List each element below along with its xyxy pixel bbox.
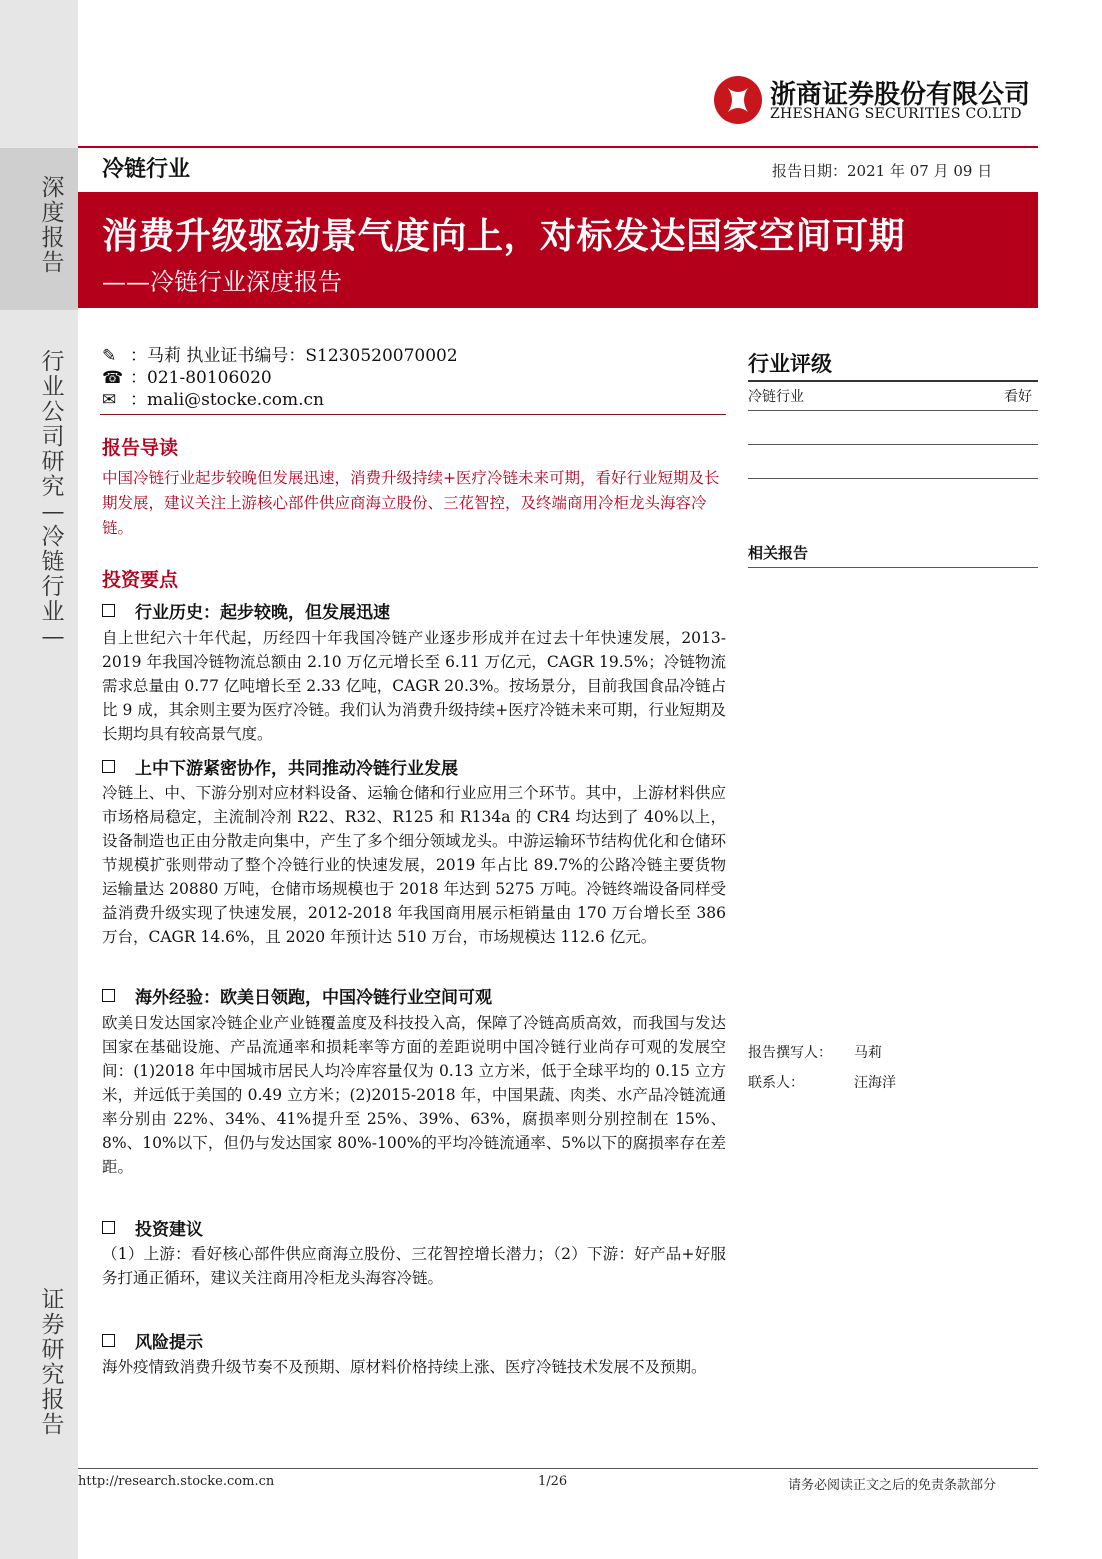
rating-divider — [748, 380, 1038, 382]
contact-name: 汪海洋 — [854, 1075, 896, 1091]
checkbox-square-icon — [102, 1221, 115, 1234]
section-4-title: 投资建议 — [102, 1215, 203, 1240]
rating-row-line — [748, 478, 1038, 479]
related-reports-heading: 相关报告 — [748, 544, 809, 562]
checkbox-square-icon — [102, 989, 115, 1002]
footer-disclaimer: 请务必阅读正文之后的免责条款部分 — [788, 1478, 997, 1493]
footer-url[interactable]: http://research.stocke.com.cn — [78, 1474, 275, 1489]
side-label-top: 深度报告 — [41, 175, 65, 276]
side-label-bottom: 证券研究报告 — [41, 1287, 65, 1438]
checkbox-square-icon — [102, 760, 115, 773]
analyst-email-row — [102, 385, 324, 410]
pen-icon: ✎ — [102, 346, 117, 366]
section-1-title: 行业历史：起步较晚，但发展迅速 — [102, 598, 390, 623]
section-3-text: 欧美日发达国家冷链企业产业链覆盖度及科技投入高，保障了冷链高质高效，而我国与发达国家在基础设施、产品流通率和损耗率等方面的差距说明中国冷链行业尚存可观的发展空间：(1)2018 年中国城市居民人均冷库容量仅为 0.13 立方米，低于全球平均的 0.15 立方米，并远低于美国的 0.49 立方米；(2)2015-2018 年，中国果蔬、肉类、水产品冷链流通率分别由 22%、34%、41%提升至 25%、39%、63%，腐损率则分别控制在 15%、8%、10%以下，但仍与发达国家 80%-100%的平均冷链流通率、5%以下的腐损率存在差距。 — [102, 1014, 726, 1176]
related-reports-divider — [748, 567, 1038, 568]
report-title: 消费升级驱动景气度向上，对标发达国家空间可期 — [102, 216, 906, 257]
industry-label: 冷链行业 — [102, 157, 191, 182]
rating-row-line — [748, 410, 1038, 411]
rating-industry: 冷链行业 — [748, 389, 804, 405]
phone-icon: ☎ — [102, 368, 124, 388]
header-divider — [78, 146, 1038, 148]
rating-heading: 行业评级 — [748, 352, 832, 376]
analyst-phone-text: ：021-80106020 — [130, 368, 272, 388]
analyst-email-text[interactable]: ：mali@stocke.com.cn — [130, 390, 324, 410]
section-2-text: 冷链上、中、下游分别对应材料设备、运输仓储和行业应用三个环节。其中，上游材料供应市场格局稳定，主流制冷剂 R22、R32、R125 和 R134a 的 CR4 均达到了 40%以上，设备制造也正由分散走向集中，产生了多个细分领域龙头。中游运输环节结构优化和仓储环节规模扩张则带动了整个冷链行业的快速发展，2019 年占比 89.7%的公路冷链主要货物运输量达 20880 万吨，仓储市场规模也于 2018 年达到 5275 万吨。冷链终端设备同样受益消费升级实现了快速发展，2012-2018 年我国商用展示柜销量由 170 万台增长至 386 万台，CAGR 14.6%，且 2020 年预计达 510 万台，市场规模达 112.6 亿元。 — [102, 784, 726, 946]
report-subtitle: ——冷链行业深度报告 — [102, 268, 342, 296]
analyst-name-text: ：马莉 执业证书编号：S1230520070002 — [130, 346, 458, 366]
checkbox-square-icon — [102, 1334, 115, 1347]
checkbox-square-icon — [102, 604, 115, 617]
writer-label: 报告撰写人： — [748, 1045, 832, 1061]
section-1-text: 自上世纪六十年代起，历经四十年我国冷链产业逐步形成并在过去十年快速发展，2013-2019 年我国冷链物流总额由 2.10 万亿元增长至 6.11 万亿元，CAGR 19.5%；冷链物流需求总量由 0.77 亿吨增长至 2.33 亿吨，CAGR 20.3%。按场景分，目前我国食品冷链占比 9 成，其余则主要为医疗冷链。我们认为消费升级持续+医疗冷链未来可期，行业短期及长期均具有较高景气度。 — [102, 629, 727, 743]
section-3-title: 海外经验：欧美日领跑，中国冷链行业空间可观 — [102, 983, 492, 1008]
section-4-text: （1）上游：看好核心部件供应商海立股份、三花智控增长潜力；（2）下游：好产品+好服务打通正循环，建议关注商用冷柜龙头海容冷链。 — [102, 1245, 726, 1287]
footer-divider — [78, 1468, 1038, 1469]
writer-name: 马莉 — [854, 1045, 882, 1061]
report-date: 报告日期：2021 年 07 月 09 日 — [772, 162, 993, 180]
company-name-cn: 浙商证券股份有限公司 — [770, 80, 1031, 110]
section-5-title: 风险提示 — [102, 1328, 203, 1353]
company-logo-icon — [714, 76, 762, 124]
rating-value: 看好 — [1004, 389, 1032, 405]
section-5-text: 海外疫情致消费升级节奏不及预期、原材料价格持续上涨、医疗冷链技术发展不及预期。 — [102, 1358, 707, 1376]
rating-row-line — [748, 444, 1038, 445]
mail-icon: ✉ — [102, 390, 117, 410]
intro-heading: 报告导读 — [102, 437, 179, 459]
section-2-title: 上中下游紧密协作，共同推动冷链行业发展 — [102, 754, 458, 779]
points-heading: 投资要点 — [102, 569, 179, 591]
side-label-middle: 行业公司研究—冷链行业— — [41, 349, 65, 650]
intro-text: 中国冷链行业起步较晚但发展迅速，消费升级持续+医疗冷链未来可期，看好行业短期及长期发展，建议关注上游核心部件供应商海立股份、三花智控，及终端商用冷柜龙头海容冷链。 — [102, 469, 720, 537]
page-number: 1/26 — [538, 1474, 568, 1489]
company-name-en: ZHESHANG SECURITIES CO.LTD — [770, 106, 1022, 122]
contact-label: 联系人： — [748, 1075, 804, 1091]
contact-divider — [100, 414, 726, 415]
